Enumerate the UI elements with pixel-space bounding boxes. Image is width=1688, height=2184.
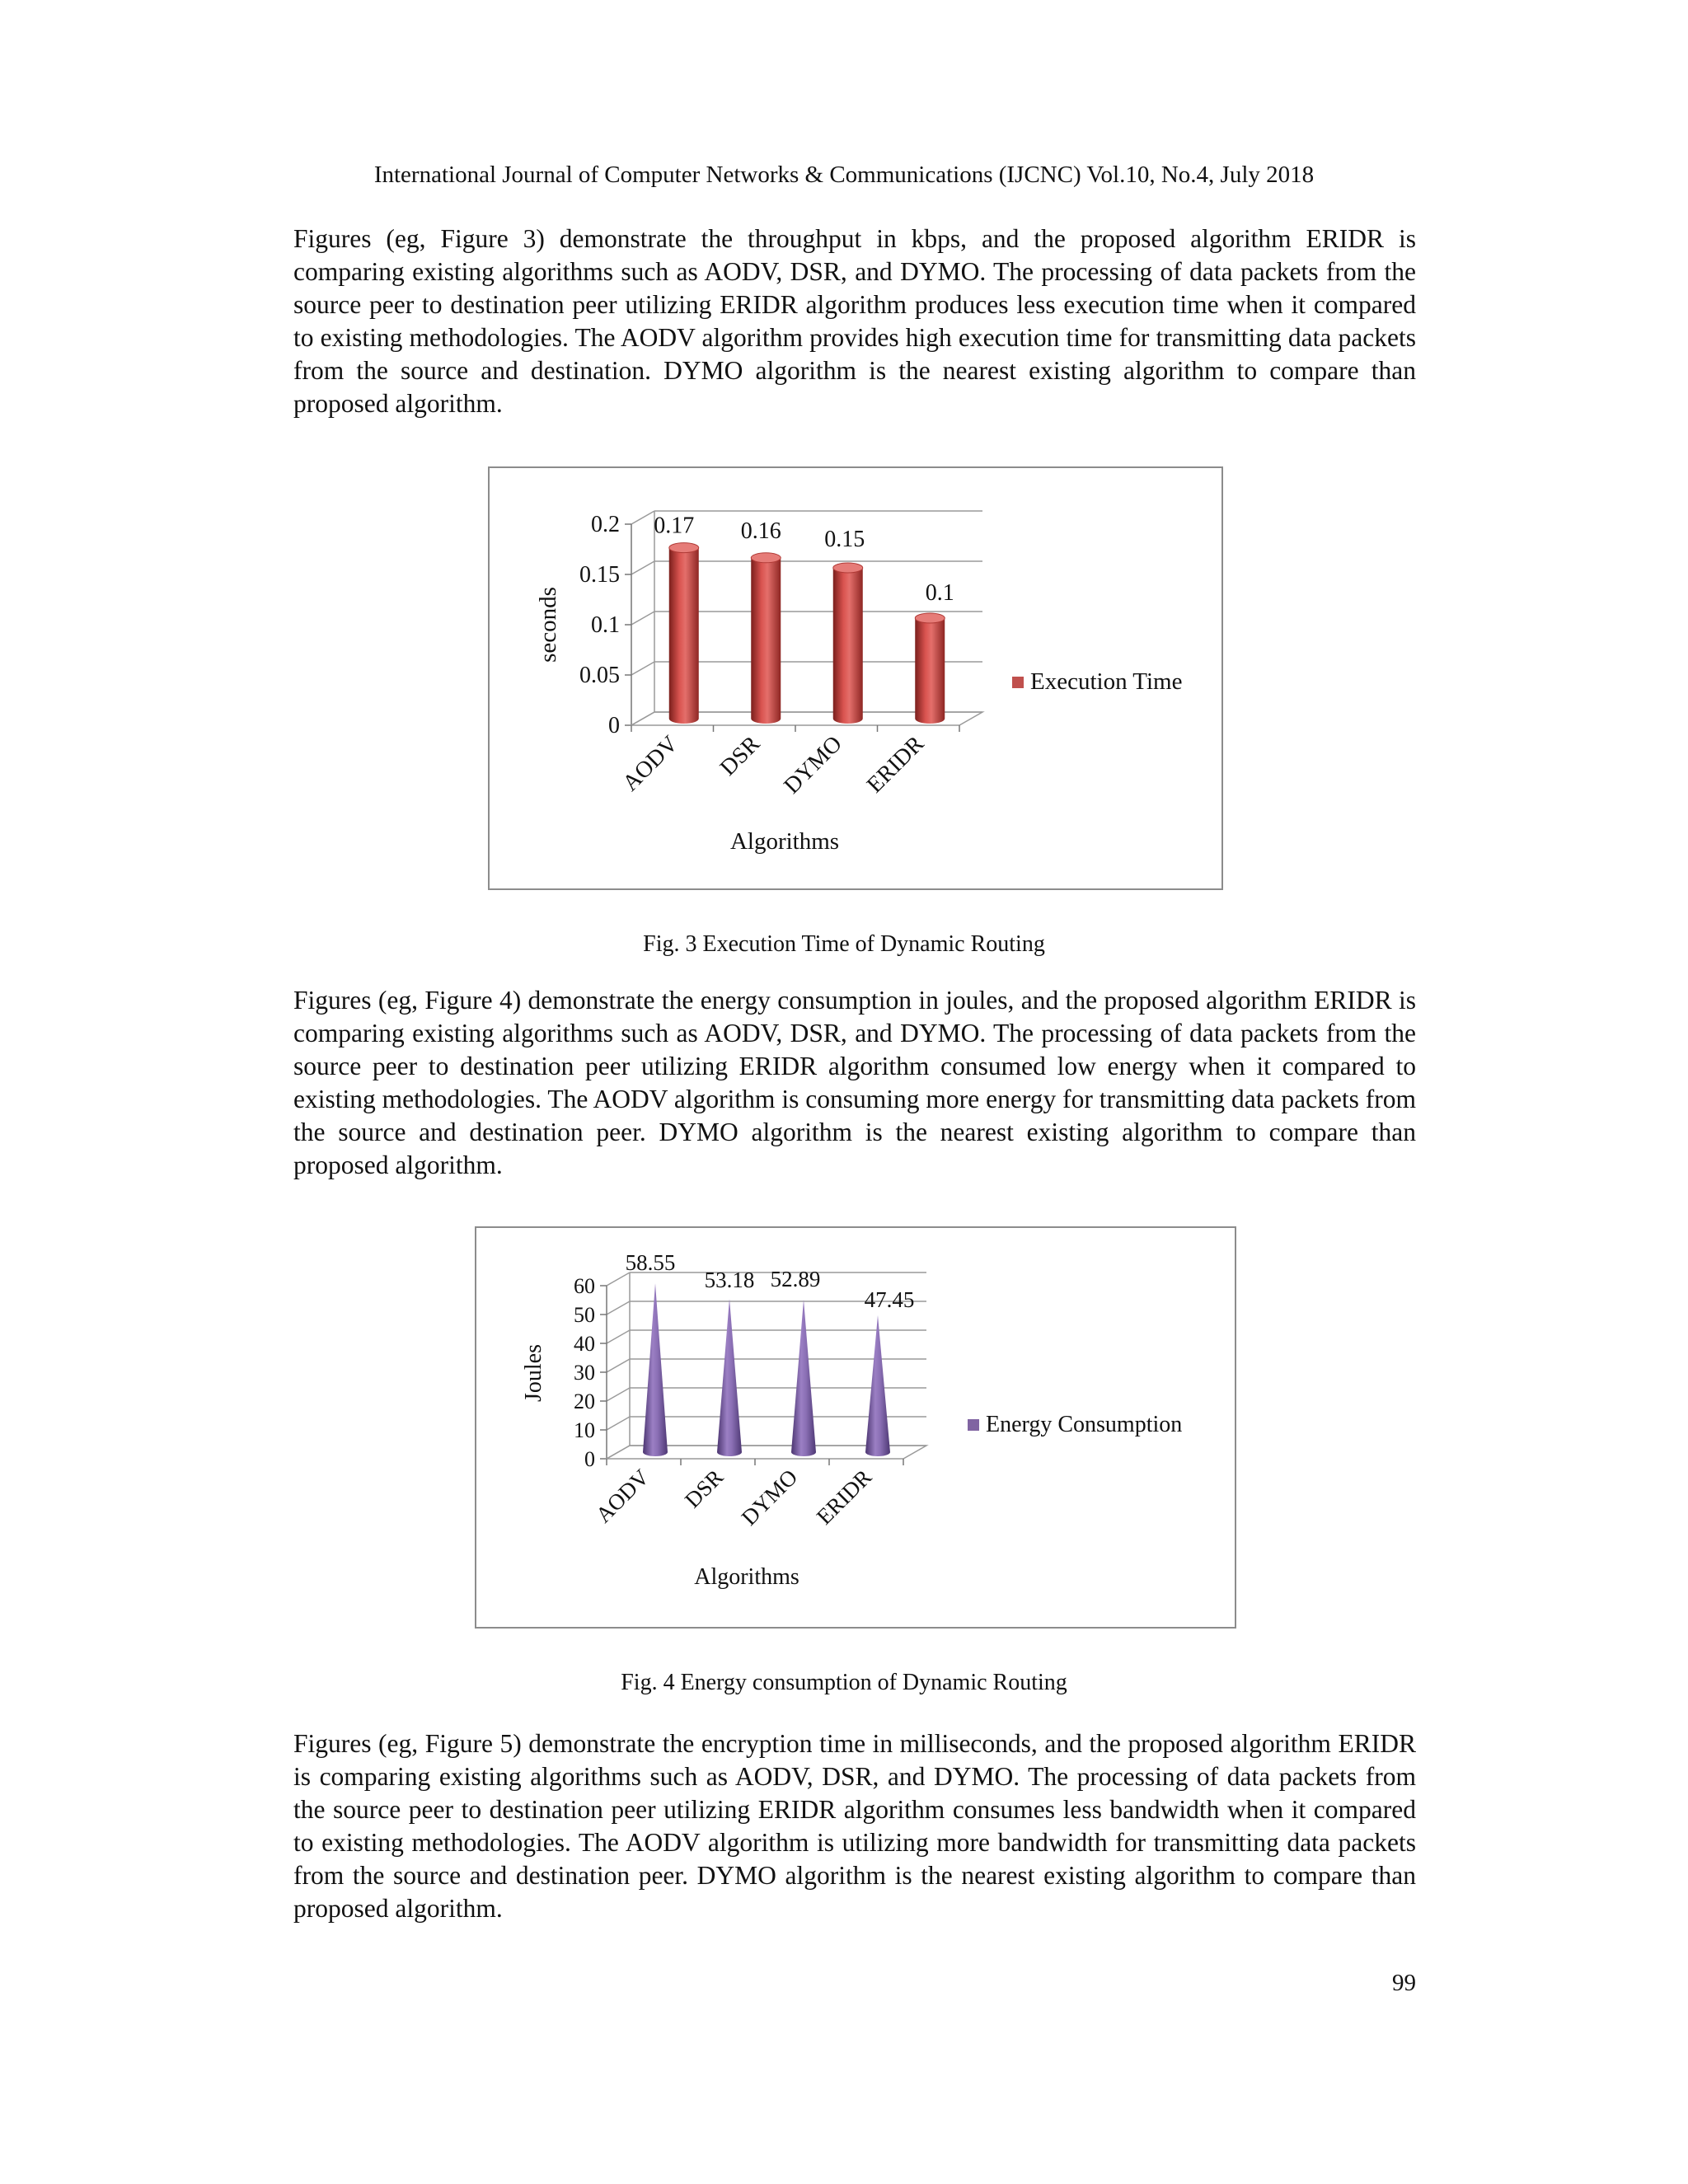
data-label-aodv: 0.17 [654, 513, 695, 539]
x-category-dsr: DSR [715, 731, 766, 781]
bar-top-dymo [833, 563, 863, 573]
bar-dymo [833, 568, 863, 724]
y-tick-label: 0.2 [591, 512, 620, 537]
gridline-side [631, 561, 654, 574]
execution-time-svg [490, 468, 1221, 888]
x-category-aodv: AODV [617, 731, 683, 797]
data-label-dymo: 52.89 [770, 1266, 821, 1291]
x-category-eridr: ERIDR [811, 1465, 877, 1530]
gridline-side [607, 1417, 630, 1430]
y-axis-title: Joules [521, 1344, 546, 1402]
y-tick-label: 0 [608, 713, 620, 738]
legend-swatch [968, 1419, 979, 1431]
x-category-eridr: ERIDR [861, 731, 930, 799]
legend-label: Execution Time [1030, 668, 1183, 695]
bar-eridr [915, 618, 945, 724]
cone-aodv [643, 1283, 668, 1456]
data-label-eridr: 47.45 [864, 1286, 915, 1312]
gridline-side [607, 1330, 630, 1343]
gridline-side [607, 1359, 630, 1372]
y-tick-label: 20 [574, 1390, 595, 1413]
cone-eridr [865, 1315, 890, 1456]
x-axis-title: Algorithms [694, 1564, 799, 1590]
y-tick-label: 60 [574, 1274, 595, 1298]
figure-3-caption: Fig. 3 Execution Time of Dynamic Routing [643, 931, 1045, 957]
cone-dymo [791, 1300, 816, 1456]
x-category-dymo: DYMO [736, 1465, 803, 1530]
legend-swatch [1012, 677, 1024, 688]
bar-aodv [669, 548, 699, 724]
bar-top-dsr [751, 553, 781, 563]
running-header: International Journal of Computer Networks & Communications (IJCNC) Vol.10, No.4, July 2018 [373, 162, 1315, 188]
x-axis-title: Algorithms [729, 828, 840, 855]
bar-top-aodv [669, 543, 699, 553]
y-tick-label: 0.05 [579, 663, 620, 688]
cone-dsr [717, 1299, 742, 1456]
figure-4-caption: Fig. 4 Energy consumption of Dynamic Routing [621, 1670, 1067, 1695]
x-category-dsr: DSR [679, 1465, 729, 1513]
bar-top-eridr [915, 613, 945, 623]
data-label-dymo: 0.15 [824, 527, 865, 552]
gridline-side [631, 662, 654, 675]
figure-3-execution-time-chart [488, 466, 1223, 890]
paragraph-figure4-description: Figures (eg, Figure 4) demonstrate the energy consumption in joules, and the proposed algorithm ERIDR is comparing existing algorithms such as AODV, DSR, and DYMO. The processing of data packets from the source peer to destination peer utilizing ERIDR algorithm consumed low energy when it compared to existing methodologies. The AODV algorithm is consuming more energy for transmitting data packets from the source and destination peer. DYMO algorithm is the nearest existing algorithm to compare than proposed algorithm. [293, 986, 1416, 1179]
data-label-aodv: 58.55 [625, 1250, 676, 1276]
y-tick-label: 30 [574, 1361, 595, 1385]
y-tick-label: 0 [584, 1447, 595, 1471]
y-tick-label: 10 [574, 1418, 595, 1442]
paragraph-figure3-description: Figures (eg, Figure 3) demonstrate the throughput in kbps, and the proposed algorithm ERIDR is comparing existing algorithms such as AODV, DSR, and DYMO. The processing of data packets from the source peer to destination peer utilizing ERIDR algorithm produces less execution time when it compared to existing methodologies. The AODV algorithm provides high execution time for transmitting data packets from the source and destination. DYMO algorithm is the nearest existing algorithm to compare than proposed algorithm. [293, 224, 1416, 418]
gridline-side [631, 511, 654, 524]
x-category-aodv: AODV [590, 1465, 654, 1528]
gridline-side [607, 1301, 630, 1315]
gridline-side [607, 1388, 630, 1401]
data-label-dsr: 0.16 [740, 518, 781, 544]
legend-label: Energy Consumption [986, 1412, 1183, 1437]
page-number: 99 [1392, 1970, 1416, 1996]
x-category-dymo: DYMO [779, 731, 847, 799]
y-tick-label: 0.1 [591, 612, 620, 638]
gridline-side [631, 612, 654, 625]
paragraph-figure5-description: Figures (eg, Figure 5) demonstrate the encryption time in milliseconds, and the proposed algorithm ERIDR is comparing existing algorithms such as AODV, DSR, and DYMO. The processing of data packets from the source peer to destination peer utilizing ERIDR algorithm consumes less bandwidth when it compared to existing methodologies. The AODV algorithm is utilizing more bandwidth for transmitting data packets from the source and destination peer. DYMO algorithm is the nearest existing algorithm to compare than proposed algorithm. [293, 1729, 1416, 1923]
y-tick-label: 40 [574, 1332, 595, 1356]
figure-4-energy-consumption-chart [475, 1226, 1236, 1629]
energy-consumption-svg [476, 1228, 1235, 1627]
bar-dsr [751, 558, 781, 724]
data-label-eridr: 0.1 [925, 580, 954, 606]
y-tick-label: 50 [574, 1303, 595, 1327]
y-axis-title: seconds [535, 587, 561, 663]
y-tick-label: 0.15 [579, 562, 620, 588]
data-label-dsr: 53.18 [704, 1267, 755, 1292]
